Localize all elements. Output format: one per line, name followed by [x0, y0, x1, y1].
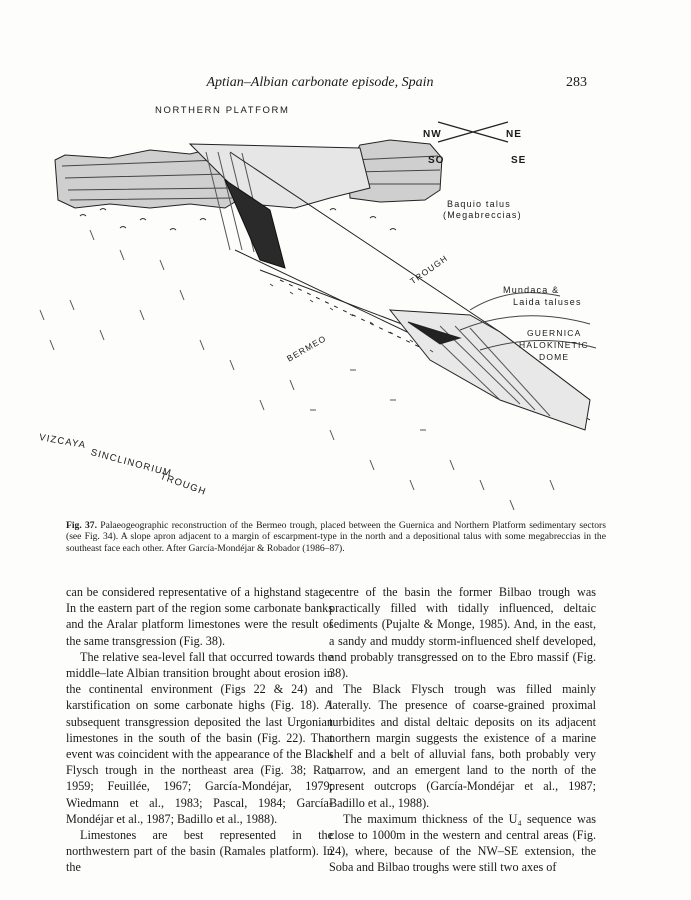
guernica-label-3: DOME — [539, 352, 570, 362]
guernica-label-2: HALOKINETIC — [519, 340, 589, 350]
paragraph: centre of the basin the former Bilbao trough was practically filled with tidally influenced, deltaic sediments (Pujalte & Monge, 1985). And, in the east, a sandy and muddy storm-influenced shelf developed, and probably transgressed on to the Ebro massif (Fig. 38). — [329, 585, 596, 681]
mundaca-label-2: Laida taluses — [513, 297, 582, 307]
paragraph: The maximum thickness of the U₄ sequence was close to 1000m in the western and central areas (Fig. 24), where, because of the NW–SE extension, the Soba and Bilbao troughs were still two axes of — [329, 811, 596, 875]
page-number: 283 — [566, 75, 587, 90]
paragraph: Limestones are best represented in the northwestern part of the basin (Ramales platform). In the — [66, 828, 333, 875]
caption-text: Palaeogeographic reconstruction of the Bermeo trough, placed between the Guernica and Northern Platform sedimentary sectors (see Fig. 34). A slope apron adjacent to a margin of escarpment-type in the north and a depositional talus with some megabreccias in the southeast face each other. After García-Mondéjar & Robador (1986–87). — [66, 520, 606, 554]
paragraph: can be considered representative of a highstand stage. In the eastern part of the region some carbonate banks and the Aralar platform limestones were the result of the same transgression (Fig. 38). — [66, 585, 333, 648]
guernica-label-1: GUERNICA — [527, 328, 582, 338]
caption-label: Fig. 37. — [66, 520, 97, 531]
figure-caption — [66, 520, 606, 554]
compass-so: SO — [428, 155, 445, 166]
northern-platform-label: NORTHERN PLATFORM — [155, 105, 290, 116]
paragraph: The relative sea-level fall that occurred towards the middle–late Albian transition brought about erosion in the continental environment (Figs 22 & 24) and karstification on some carbonate highs (Fig. 18). A subsequent transgression deposited the last Urgonian limestones in the south of the basin (Fig. 22). That event was coincident with the appearance of the Black Flysch trough in the northeast area (Fig. 38; Rat, 1959; Feuillée, 1967; García-Mondéjar, 1979; Wiedmann et al., 1983; Pascal, 1984; García-Mondéjar et al., 1987; Badillo et al., 1988). — [66, 649, 333, 826]
mundaca-label-1: Mundaca & — [503, 285, 560, 295]
vizcaya-label-2: SINCLINORIUM — [89, 447, 173, 480]
compass-ne: NE — [506, 129, 522, 140]
baquio-talus-label-1: Baquio talus — [447, 199, 511, 209]
baquio-talus-label-2: (Megabreccias) — [443, 210, 522, 220]
bermeo-label: BERMEO — [285, 332, 329, 364]
running-head — [0, 75, 691, 95]
left-column — [66, 584, 333, 876]
paragraph: The Black Flysch trough was filled mainly laterally. The presence of coarse-grained proximal turbidites and distal deltaic deposits on its adjacent northern margin suggests the existence of a marine shelf and a belt of alluvial fans, both probably very narrow, and an emergent land to the north of the present outcrops (García-Mondéjar et al., 1987; Badillo et al., 1988). — [329, 682, 596, 810]
compass-se: SE — [511, 155, 527, 166]
running-title: Aptian–Albian carbonate episode, Spain — [206, 75, 434, 90]
trough-label: TROUGH — [408, 252, 450, 287]
vizcaya-label-3: TROUGH — [158, 471, 208, 498]
right-column — [329, 584, 596, 876]
vizcaya-label-1: VIZCAYA — [38, 432, 88, 452]
compass-nw: NW — [423, 129, 442, 140]
figure-37 — [30, 100, 660, 518]
